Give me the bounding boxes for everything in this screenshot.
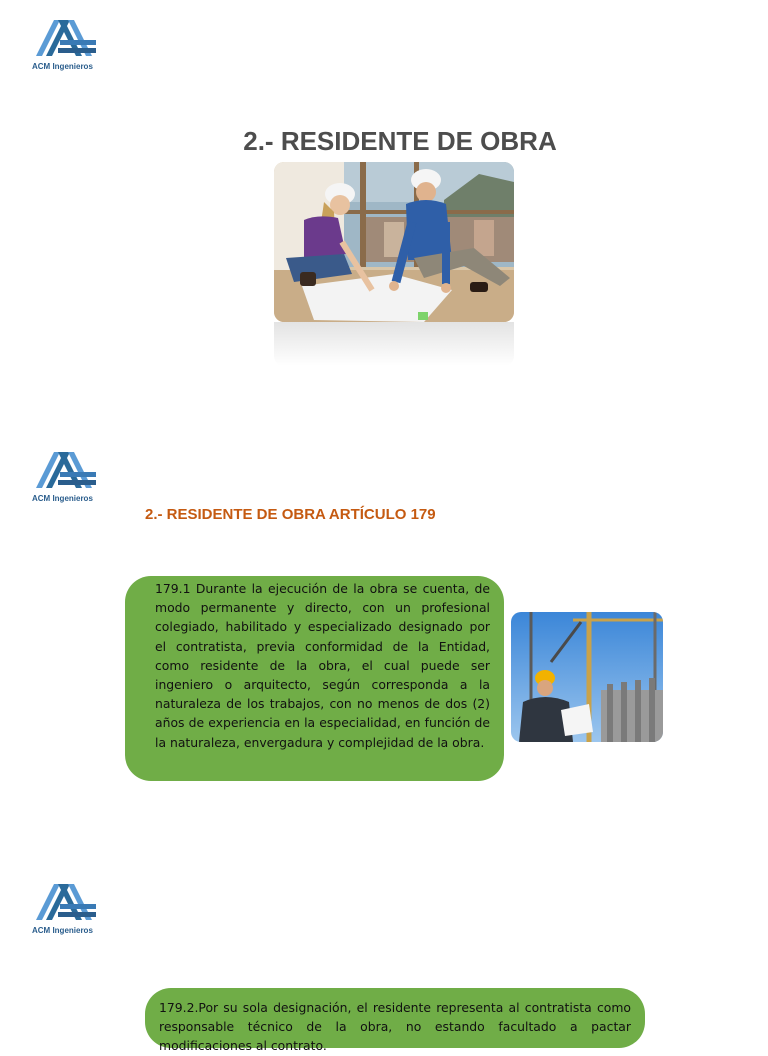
article-179-1-text: 179.1 Durante la ejecución de la obra se cuenta, de modo permanente y directo, con un profesional colegiado, habilitado y especializado designado por el contratista, previa conformidad de la Entidad, como residente de la obra, el cual puede ser ingeniero o arquitecto, según corresponda a la naturaleza de los trabajos, con no menos de dos (2) años de experiencia en la especialidad, en función de la naturaleza, envergadura y complejidad de la obra.	[125, 576, 504, 781]
page-title: 2.- RESIDENTE DE OBRA	[243, 126, 557, 156]
section-subtitle: 2.- RESIDENTE DE OBRA ARTÍCULO 179	[145, 506, 436, 523]
acm-logo	[30, 878, 102, 938]
acm-logo-icon	[30, 878, 102, 926]
article-179-2-text: 179.2.Por su sola designación, el residente representa al contratista como responsable técnico de la obra, no estando facultado a pactar modificaciones al contrato.	[145, 988, 645, 1048]
logo-label: ACM Ingenieros	[32, 926, 93, 935]
logo-label: ACM Ingenieros	[32, 62, 93, 71]
logo-label: ACM Ingenieros	[32, 494, 93, 503]
